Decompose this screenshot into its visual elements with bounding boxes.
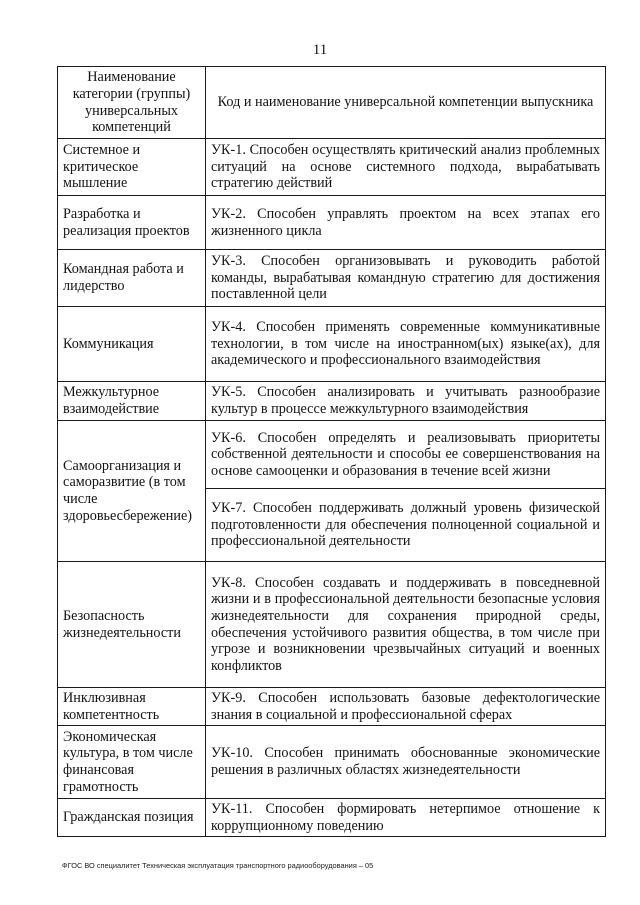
competence-cell: УК-3. Способен организовывать и руководить работой команды, вырабатывая командную стратегию для достижения поставленной цели: [206, 250, 606, 307]
competence-cell: УК-7. Способен поддерживать должный уровень физической подготовленности для обеспечения полноценной социальной и профессиональной деятельности: [206, 489, 606, 562]
category-cell: Гражданская позиция: [58, 799, 206, 837]
table-header-row: [58, 67, 606, 139]
competence-cell: УК-6. Способен определять и реализовывать приоритеты собственной деятельности и способы ее совершенствования на основе самооценки и образования в течение всей жизни: [206, 421, 606, 489]
table-row: [58, 196, 606, 250]
competence-cell: УК-8. Способен создавать и поддерживать в повседневной жизни и в профессиональной деятельности безопасные условия жизнедеятельности для сохранения природной среды, обеспечения устойчивого развития общества, в том числе при угрозе и возникновении чрезвычайных ситуаций и военных конфликтов: [206, 562, 606, 688]
competences-table: [57, 66, 606, 837]
table-row: [58, 307, 606, 382]
table-row: [58, 799, 606, 837]
header-competence: Код и наименование универсальной компетенции выпускника: [206, 67, 606, 139]
table-row: [58, 250, 606, 307]
table-row: [58, 726, 606, 799]
category-cell: Межкультурное взаимодействие: [58, 382, 206, 421]
table-row: [58, 139, 606, 196]
category-cell: Экономическая культура, в том числе финансовая грамотность: [58, 726, 206, 799]
competence-cell: УК-11. Способен формировать нетерпимое отношение к коррупционному поведению: [206, 799, 606, 837]
table-row: [58, 382, 606, 421]
category-cell: Инклюзивная компетентность: [58, 688, 206, 726]
category-cell: Коммуникация: [58, 307, 206, 382]
competence-cell: УК-10. Способен принимать обоснованные экономические решения в различных областях жизнедеятельности: [206, 726, 606, 799]
category-cell: Разработка и реализация проектов: [58, 196, 206, 250]
competence-cell: УК-5. Способен анализировать и учитывать разнообразие культур в процессе межкультурного взаимодействия: [206, 382, 606, 421]
competence-cell: УК-9. Способен использовать базовые дефектологические знания в социальной и профессиональной сферах: [206, 688, 606, 726]
category-cell: Безопасность жизнедеятельности: [58, 562, 206, 688]
page-footer: ФГОС ВО специалитет Техническая эксплуатация транспортного радиооборудования – 05: [62, 861, 374, 870]
table-row: [58, 421, 606, 489]
category-cell: Командная работа и лидерство: [58, 250, 206, 307]
header-category: Наименование категории (группы) универсальных компетенций: [58, 67, 206, 139]
table-row: [58, 562, 606, 688]
page-number: 11: [312, 42, 328, 58]
category-cell: Системное и критическое мышление: [58, 139, 206, 196]
competence-cell: УК-4. Способен применять современные коммуникативные технологии, в том числе на иностранном(ых) языке(ах), для академического и профессионального взаимодействия: [206, 307, 606, 382]
table-row: [58, 688, 606, 726]
category-cell: Самоорганизация и саморазвитие (в том числе здоровьесбережение): [58, 421, 206, 562]
competence-cell: УК-1. Способен осуществлять критический анализ проблемных ситуаций на основе системного подхода, вырабатывать стратегию действий: [206, 139, 606, 196]
competence-cell: УК-2. Способен управлять проектом на всех этапах его жизненного цикла: [206, 196, 606, 250]
